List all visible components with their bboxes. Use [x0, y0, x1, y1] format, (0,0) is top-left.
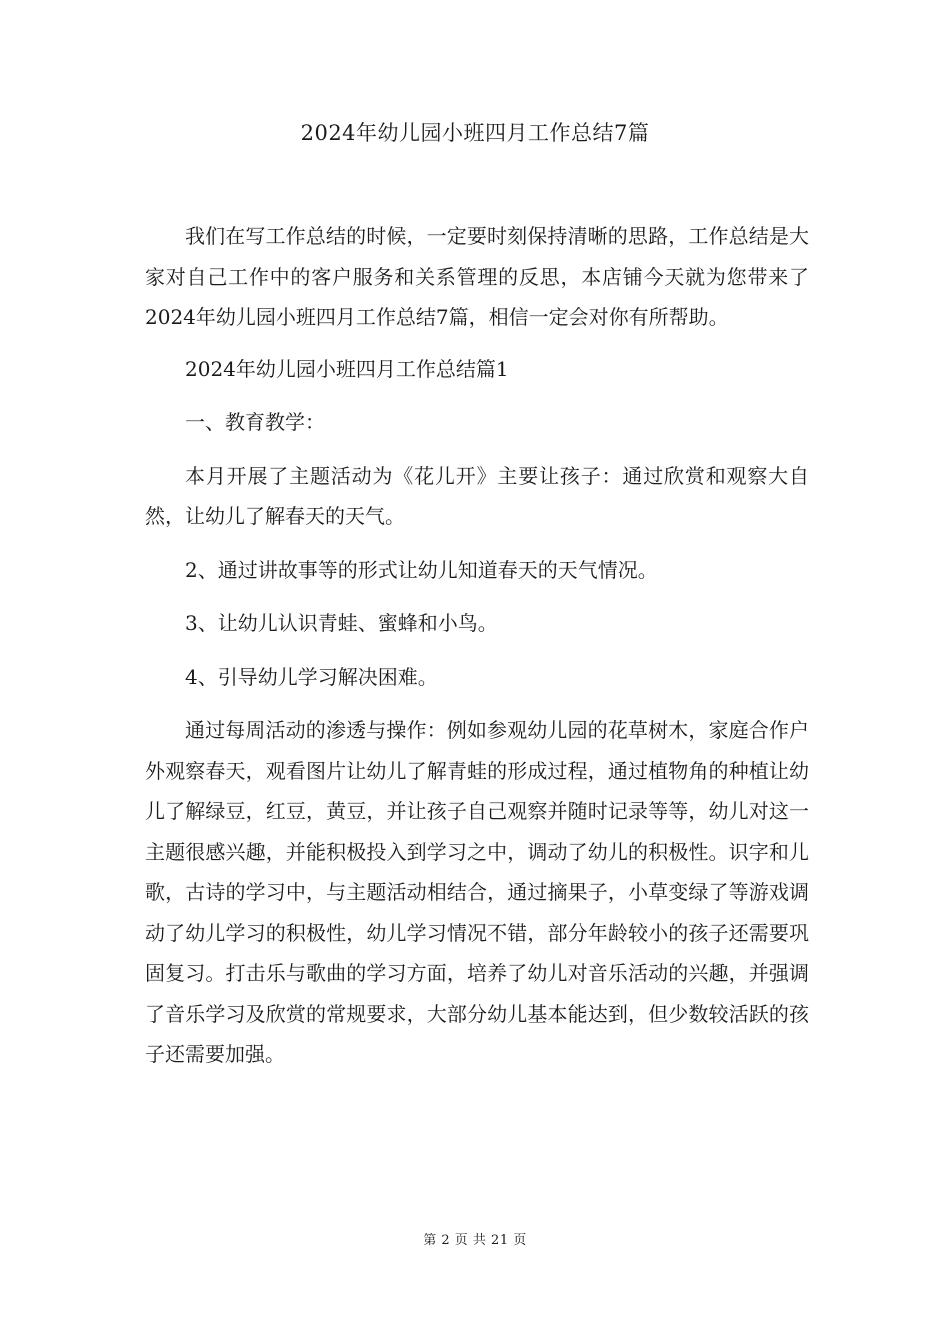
body-paragraph: 本月开展了主题活动为《花儿开》主要让孩子：通过欣赏和观察大自然，让幼儿了解春天的天气。 — [145, 463, 809, 528]
document-title: 2024年幼儿园小班四月工作总结7篇 — [300, 121, 650, 145]
subsection-heading: 一、教育教学： — [185, 410, 325, 434]
list-item: 2、通过讲故事等的形式让幼儿知道春天的天气情况。 — [185, 557, 658, 582]
page-footer: 第 2 页 共 21 页 — [423, 1233, 527, 1248]
list-item: 4、引导幼儿学习解决困难。 — [185, 664, 438, 689]
list-item: 3、让幼儿认识青蛙、蜜蜂和小鸟。 — [185, 611, 498, 635]
intro-paragraph: 我们在写工作总结的时候，一定要时刻保持清晰的思路，工作总结是大家对自己工作中的客户服务和关系管理的反思，本店铺今天就为您带来了2024年幼儿园小班四月工作总结7篇，相信一定会对你有所帮助。 — [145, 224, 809, 329]
section-heading: 2024年幼儿园小班四月工作总结篇1 — [185, 356, 509, 381]
document-body — [145, 216, 809, 1088]
body-paragraph: 通过每周活动的渗透与操作：例如参观幼儿园的花草树木，家庭合作户外观察春天，观看图片让幼儿了解青蛙的形成过程，通过植物角的种植让幼儿了解绿豆，红豆，黄豆，并让孩子自己观察并随时记录等等，幼儿对这一主题很感兴趣，并能积极投入到学习之中，调动了幼儿的积极性。识字和儿歌，古诗的学习中，与主题活动相结合，通过摘果子，小草变绿了等游戏调动了幼儿学习的积极性，幼儿学习情况不错，部分年龄较小的孩子还需要巩固复习。打击乐与歌曲的学习方面，培养了幼儿对音乐活动的兴趣，并强调了音乐学习及欣赏的常规要求，大部分幼儿基本能达到，但少数较活跃的孩子还需要加强。 — [145, 718, 809, 1066]
